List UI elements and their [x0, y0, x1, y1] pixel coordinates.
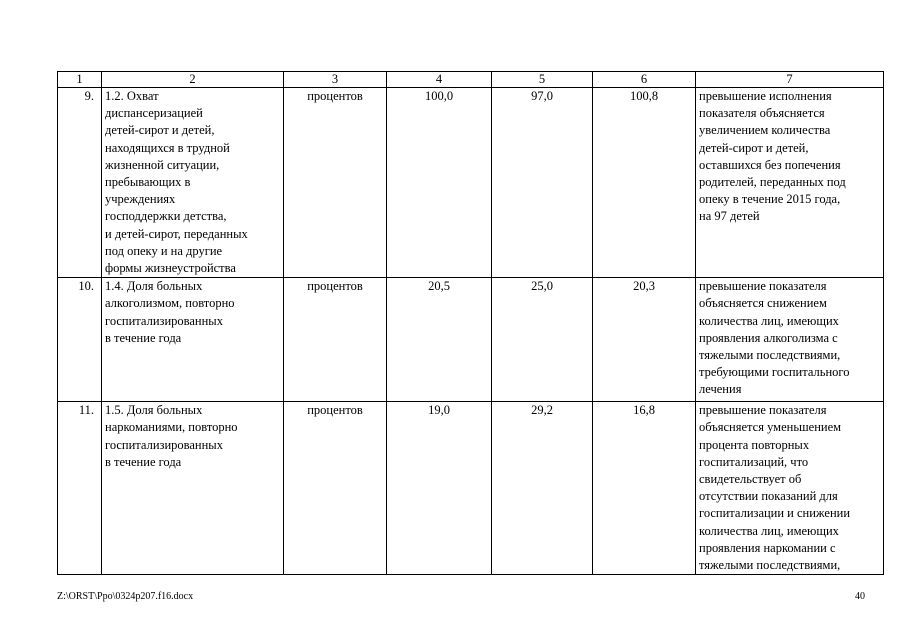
column-header: 2: [102, 72, 284, 88]
data-table: [57, 71, 884, 575]
unit-cell: процентов: [284, 402, 387, 575]
value-cell-col5: 97,0: [492, 88, 593, 278]
note-cell: превышение показателя объясняется уменьшением процента повторных госпитализаций, что свидетельствует об отсутствии показаний для госпитализации и снижении количества лиц, имеющих проявления наркомании с тяжелыми последствиями,: [696, 402, 884, 575]
column-header: 3: [284, 72, 387, 88]
value-cell-col4: 19,0: [387, 402, 492, 575]
indicator-cell: 1.5. Доля больных наркоманиями, повторно госпитализированных в течение года: [102, 402, 284, 575]
note-cell: превышение исполнения показателя объясняется увеличением количества детей-сирот и детей, оставшихся без попечения родителей, переданных под опеку в течение 2015 года, на 97 детей: [696, 88, 884, 278]
table-row: [58, 88, 884, 278]
row-number: 10.: [58, 278, 102, 402]
unit-cell: процентов: [284, 88, 387, 278]
value-cell-col6: 16,8: [593, 402, 696, 575]
row-number: 11.: [58, 402, 102, 575]
value-cell-col4: 100,0: [387, 88, 492, 278]
table-row: [58, 402, 884, 575]
column-header: 4: [387, 72, 492, 88]
table-header-row: [58, 72, 884, 88]
value-cell-col5: 29,2: [492, 402, 593, 575]
value-cell-col6: 100,8: [593, 88, 696, 278]
column-header: 1: [58, 72, 102, 88]
value-cell-col5: 25,0: [492, 278, 593, 402]
value-cell-col6: 20,3: [593, 278, 696, 402]
indicator-cell: 1.2. Охват диспансеризацией детей-сирот и детей, находящихся в трудной жизненной ситуации, пребывающих в учреждениях господдержки детства, и детей-сирот, переданных под опеку и на другие формы жизнеустройства: [102, 88, 284, 278]
note-cell: превышение показателя объясняется снижением количества лиц, имеющих проявления алкоголизма с тяжелыми последствиями, требующими госпитального лечения: [696, 278, 884, 402]
page-number: 40: [855, 591, 865, 602]
table-row: [58, 278, 884, 402]
indicator-cell: 1.4. Доля больных алкоголизмом, повторно госпитализированных в течение года: [102, 278, 284, 402]
file-path-footer: Z:\ORST\Ppo\0324p207.f16.docx: [57, 591, 194, 602]
row-number: 9.: [58, 88, 102, 278]
column-header: 6: [593, 72, 696, 88]
column-header: 7: [696, 72, 884, 88]
unit-cell: процентов: [284, 278, 387, 402]
column-header: 5: [492, 72, 593, 88]
value-cell-col4: 20,5: [387, 278, 492, 402]
